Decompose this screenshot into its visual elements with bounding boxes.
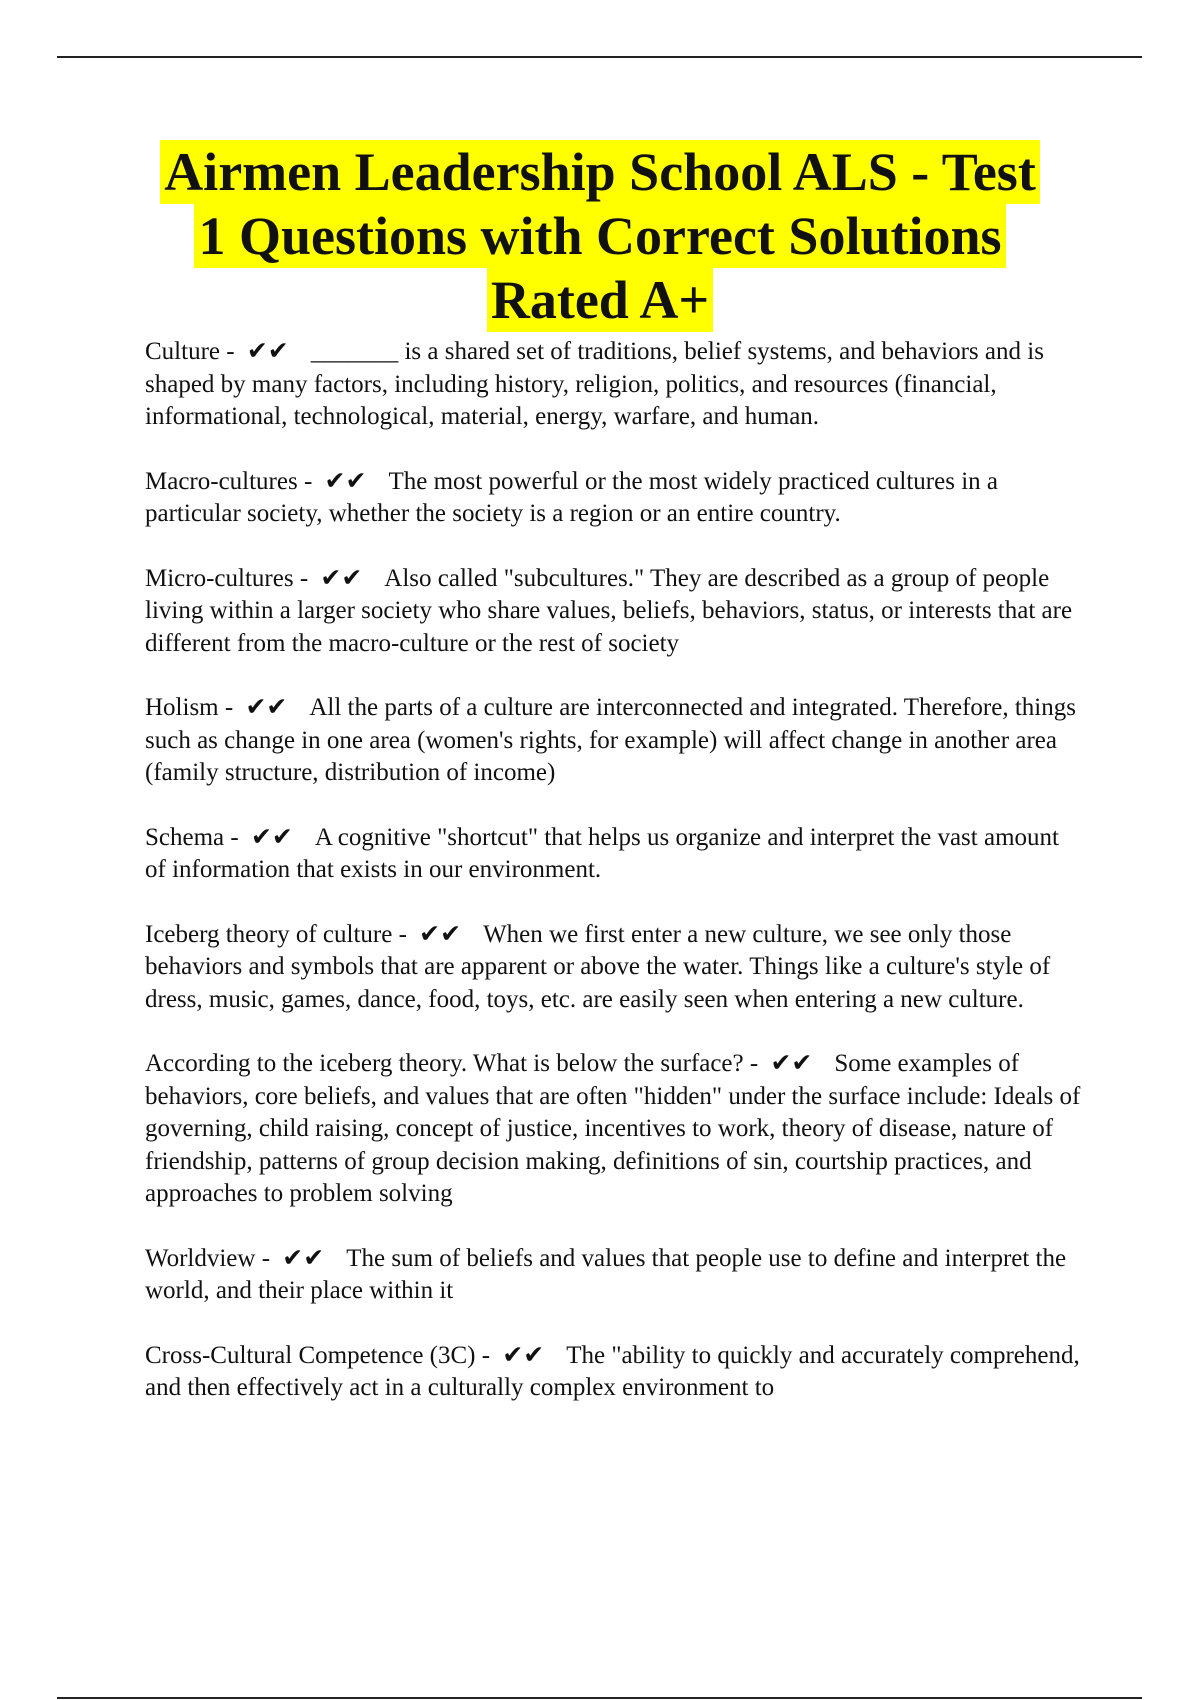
double-check-icon: ✔✔ — [245, 694, 288, 721]
double-check-icon: ✔✔ — [770, 1050, 813, 1077]
entry-term: Micro-cultures — [145, 564, 294, 592]
double-check-icon: ✔✔ — [320, 564, 363, 592]
flashcard-entry-iceberg-theory — [145, 919, 1085, 1017]
flashcard-entry-below-surface — [145, 1048, 1085, 1211]
double-check-icon: ✔✔ — [419, 920, 462, 948]
double-check-icon: ✔✔ — [250, 823, 293, 851]
entry-term: Worldview — [145, 1244, 256, 1272]
entry-definition: The sum of beliefs and values that people use to define and interpret the world, and their place within it — [145, 1244, 1067, 1304]
entry-separator: - — [226, 338, 235, 365]
entry-term: Iceberg theory of culture — [145, 920, 393, 948]
entry-separator: - — [749, 1050, 759, 1077]
entry-definition: The "ability to quickly and accurately comprehend, and then effectively act in a culturally complex environment to — [145, 1341, 1080, 1401]
entry-term: Macro-cultures — [145, 467, 298, 495]
title-line-3: Rated A+ — [487, 268, 713, 332]
double-check-icon: ✔✔ — [246, 338, 289, 365]
entry-definition: Some examples of behaviors, core beliefs, and values that are often "hidden" under the surface include: Ideals of governing, child raising, concept of justice, incentives to work, theory of disease, nature of friendship, patterns of group decision making, definitions of sin, courtship practices, and approaches to problem solving — [145, 1050, 1081, 1207]
entry-term: Culture — [145, 338, 220, 365]
double-check-icon: ✔✔ — [282, 1244, 325, 1272]
flashcard-entry-macro-cultures — [145, 466, 1085, 531]
entry-separator: - — [230, 823, 239, 851]
flashcard-entry-schema — [145, 822, 1085, 887]
double-check-icon: ✔✔ — [324, 467, 367, 495]
title-line-1: Airmen Leadership School ALS - Test — [160, 140, 1040, 204]
entry-separator: - — [481, 1341, 491, 1369]
entry-term: Schema — [145, 823, 225, 851]
entry-definition: The most powerful or the most widely practiced cultures in a particular society, whether the society is a region or an entire country. — [145, 467, 998, 527]
entry-definition: When we first enter a new culture, we see only those behaviors and symbols that are apparent or above the water. Things like a culture's style of dress, music, games, dance, food, toys, etc. are easily seen when entering a new culture. — [145, 920, 1051, 1013]
entry-term: According to the iceberg theory. What is below the surface? — [145, 1050, 744, 1077]
entry-definition: A cognitive "shortcut" that helps us organize and interpret the vast amount of information that exists in our environment. — [145, 823, 1059, 883]
flashcard-entry-micro-cultures — [145, 563, 1085, 661]
flashcard-entry-cross-cultural-competence — [145, 1340, 1085, 1405]
entry-separator: - — [299, 564, 309, 592]
entry-definition: Also called "subcultures." They are described as a group of people living within a larger society who share values, beliefs, behaviors, status, or interests that are different from the macro-culture or the rest of society — [145, 564, 1073, 657]
entry-separator: - — [398, 920, 407, 948]
footer-rule — [57, 1697, 1142, 1699]
flashcard-entry-worldview — [145, 1243, 1085, 1308]
entry-term: Holism — [145, 694, 219, 721]
flashcard-entry-holism — [145, 692, 1085, 790]
header-rule — [57, 56, 1142, 58]
entry-definition: _______ is a shared set of traditions, belief systems, and behaviors and is shaped by many factors, including history, religion, politics, and resources (financial, informational, technological, material, energy, warfare, and human. — [145, 338, 1044, 430]
flashcard-list — [145, 336, 1085, 1437]
title-line-2: 1 Questions with Correct Solutions — [194, 204, 1005, 268]
entry-separator: - — [261, 1244, 271, 1272]
entry-term: Cross-Cultural Competence (3C) — [145, 1341, 476, 1369]
double-check-icon: ✔✔ — [502, 1341, 545, 1369]
document-title — [60, 140, 1140, 332]
flashcard-entry-culture — [145, 336, 1085, 434]
entry-definition: All the parts of a culture are interconnected and integrated. Therefore, things such as change in one area (women's rights, for example) will affect change in another area (family structure, distribution of income) — [145, 694, 1076, 786]
entry-separator: - — [303, 467, 313, 495]
entry-separator: - — [224, 694, 234, 721]
